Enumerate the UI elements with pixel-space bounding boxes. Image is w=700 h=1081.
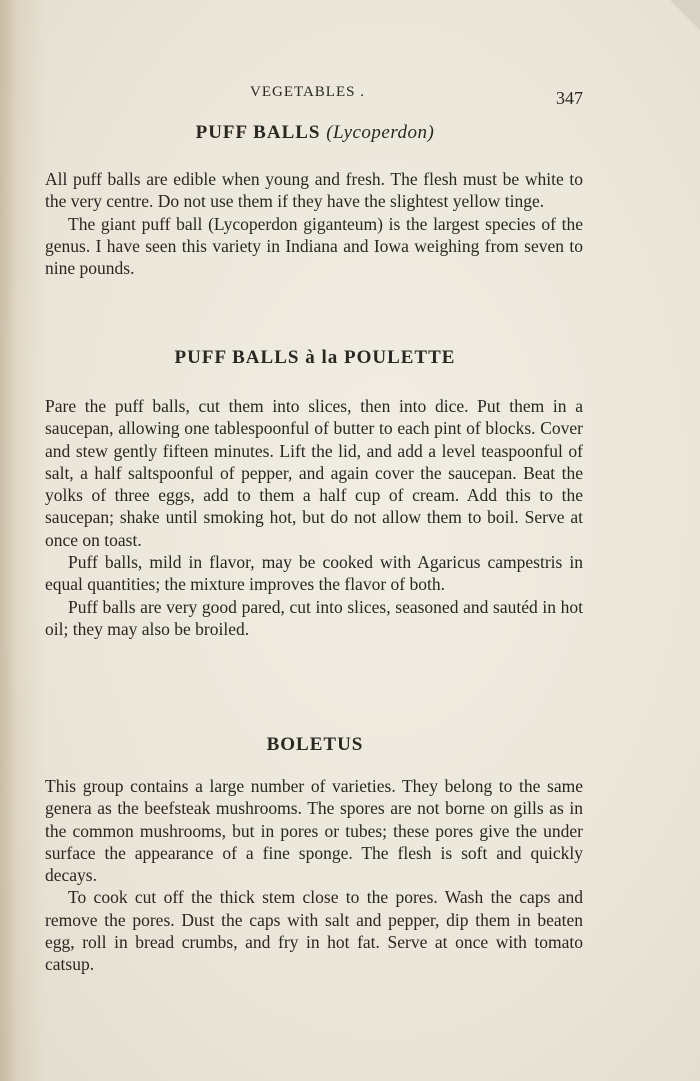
section-heading-puff-balls-poulette [0,347,630,369]
heading-title: PUFF BALLS [195,122,321,143]
paragraph: Pare the puff balls, cut them into slices, then into dice. Put them in a saucepan, allowing one tablespoonful of butter to each pint of blocks. Cover and stew gently fifteen minutes. Lift the lid, and add a level teaspoonful of salt, a half saltspoonful of pepper, and again cover the saucepan. Beat the yolks of three eggs, add to them a half cup of cream. Add this to the saucepan; shake until smoking hot, but do not allow them to boil. Serve at once on toast. [45,396,583,550]
paragraph: Puff balls, mild in flavor, may be cooked with Agaricus campestris in equal quantities; the mixture improves the flavor of both. [45,552,583,595]
running-head: VEGETABLES . [250,84,365,100]
section-heading-puff-balls [0,122,630,144]
section-heading-boletus [0,734,630,756]
heading-subtitle: (Lycoperdon) [326,122,435,143]
page-number: 347 [556,88,583,108]
page-corner [670,0,700,30]
section-body-puff-balls [45,168,583,279]
paragraph: This group contains a large number of varieties. They belong to the same genera as the beefsteak mushrooms. The spores are not borne on gills as in the common mushrooms, but in pores or tubes; these pores give the under surface the appearance of a fine sponge. The flesh is soft and quickly decays. [45,776,583,886]
paragraph: To cook cut off the thick stem close to the pores. Wash the caps and remove the pores. Dust the caps with salt and pepper, dip them in beaten egg, roll in bread crumbs, and fry in hot fat. Serve at once with tomato catsup. [45,887,583,975]
heading-title: BOLETUS [266,734,364,755]
paragraph: Puff balls are very good pared, cut into slices, seasoned and sautéd in hot oil; they may also be broiled. [45,596,583,639]
heading-title: PUFF BALLS à la POULETTE [174,347,456,368]
paragraph: All puff balls are edible when young and fresh. The flesh must be white to the very centre. Do not use them if they have the slightest yellow tinge. [45,169,583,212]
paragraph: The giant puff ball (Lycoperdon giganteum) is the largest species of the genus. I have seen this variety in Indiana and Iowa weighing from seven to nine pounds. [45,213,583,279]
section-body-boletus [45,775,583,976]
section-body-puff-balls-poulette [45,395,583,640]
